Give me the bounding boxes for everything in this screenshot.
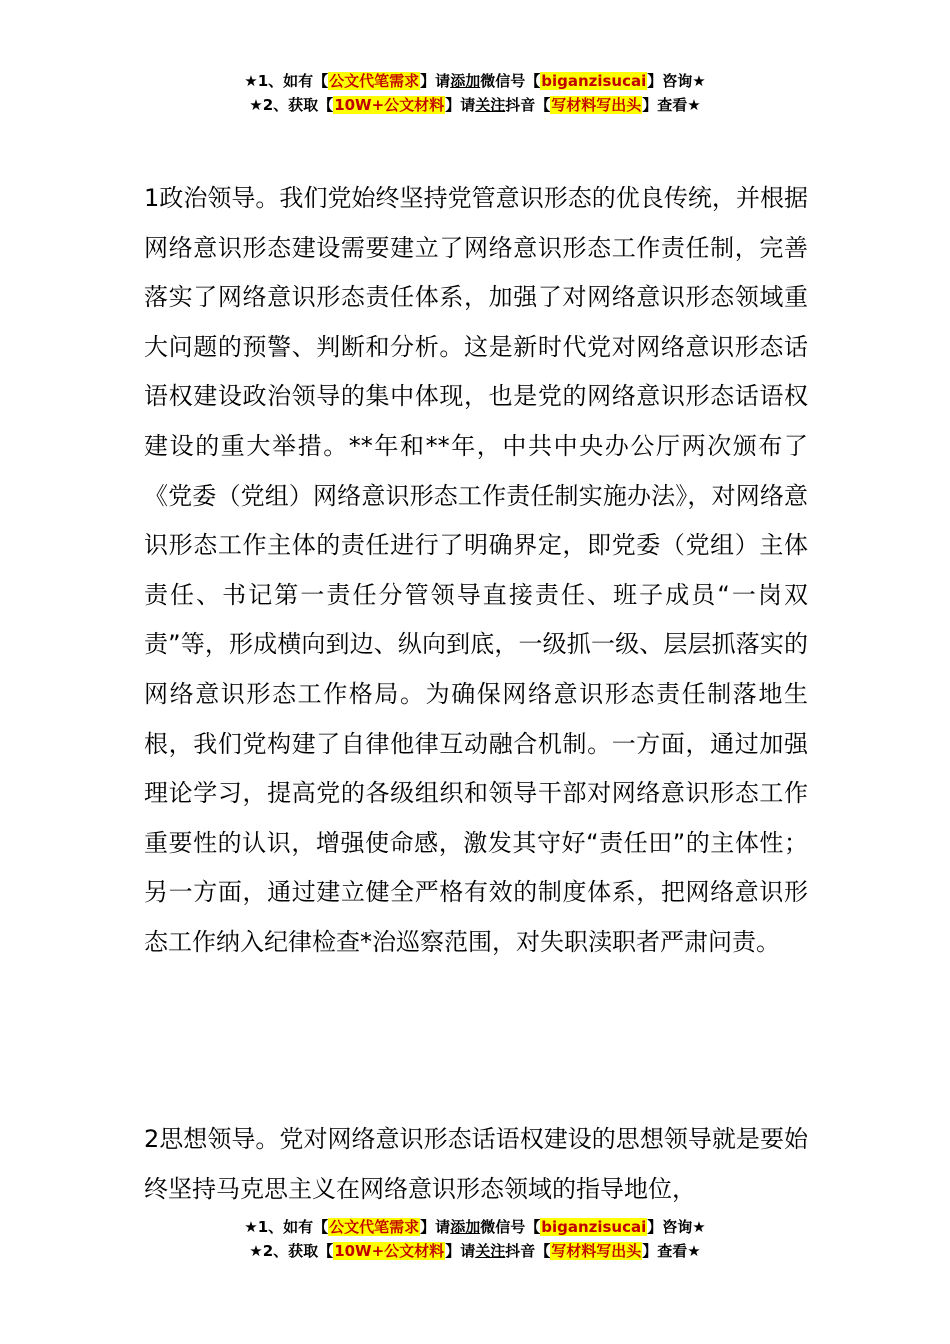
banner-line-2 [0,93,950,117]
banner-text: 】请 [420,1218,451,1236]
header-banner [0,69,950,117]
banner-text: ★1、如有【 [244,72,329,90]
banner-text: 】查看★ [642,1242,701,1260]
banner-text: ★1、如有【 [244,1218,329,1236]
banner-text: 抖音【 [505,96,551,114]
underlined-text: 添加 [450,72,481,90]
banner-line-1 [0,69,950,93]
banner-line-1 [0,1215,950,1239]
body-paragraph-1: 1政治领导。我们党始终坚持党管意识形态的优良传统，并根据网络意识形态建设需要建立了网络意识形态工作责任制，完善落实了网络意识形态责任体系，加强了对网络意识形态领域重大问题的预警、判断和分析。这是新时代党对网络意识形态话语权建设政治领导的集中体现，也是党的网络意识形态话语权建设的重大举措。**年和**年，中共中央办公厅两次颁布了《党委（党组）网络意识形态工作责任制实施办法》，对网络意识形态工作主体的责任进行了明确界定，即党委（党组）主体责任、书记第一责任分管领导直接责任、班子成员“一岗双责”等，形成横向到边、纵向到底，一级抓一级、层层抓落实的网络意识形态工作格局。为确保网络意识形态责任制落地生根，我们党构建了自律他律互动融合机制。一方面，通过加强理论学习，提高党的各级组织和领导干部对网络意识形态工作重要性的认识，增强使命感，激发其守好“责任田”的主体性；另一方面，通过建立健全严格有效的制度体系，把网络意识形态工作纳入纪律检查*治巡察范围，对失职渎职者严肃问责。 [144,184,808,956]
highlight-text: 公文代笔需求 [329,1218,420,1236]
footer-banner [0,1215,950,1263]
highlight-text: biganzisucai [541,1218,647,1236]
banner-line-2 [0,1239,950,1263]
banner-text: 】请 [445,1242,476,1260]
banner-text: ★2、获取【 [249,96,334,114]
underlined-text: 关注 [475,96,506,114]
banner-text: 微信号【 [480,1218,541,1236]
highlight-text: 写材料写出头 [551,1242,642,1260]
banner-text: 】咨询★ [647,1218,706,1236]
banner-text: ★2、获取【 [249,1242,334,1260]
underlined-text: 关注 [475,1242,506,1260]
banner-text: 】咨询★ [647,72,706,90]
body-paragraph-2: 2思想领导。党对网络意识形态话语权建设的思想领导就是要始终坚持马克思主义在网络意识形态领域的指导地位， [144,1125,808,1203]
highlight-text: 10W+公文材料 [334,96,445,114]
banner-text: 微信号【 [480,72,541,90]
banner-text: 】查看★ [642,96,701,114]
banner-text: 抖音【 [505,1242,551,1260]
highlight-text: 写材料写出头 [551,96,642,114]
highlight-text: biganzisucai [541,72,647,90]
highlight-text: 10W+公文材料 [334,1242,445,1260]
banner-text: 】请 [445,96,476,114]
highlight-text: 公文代笔需求 [329,72,420,90]
underlined-text: 添加 [450,1218,481,1236]
banner-text: 】请 [420,72,451,90]
